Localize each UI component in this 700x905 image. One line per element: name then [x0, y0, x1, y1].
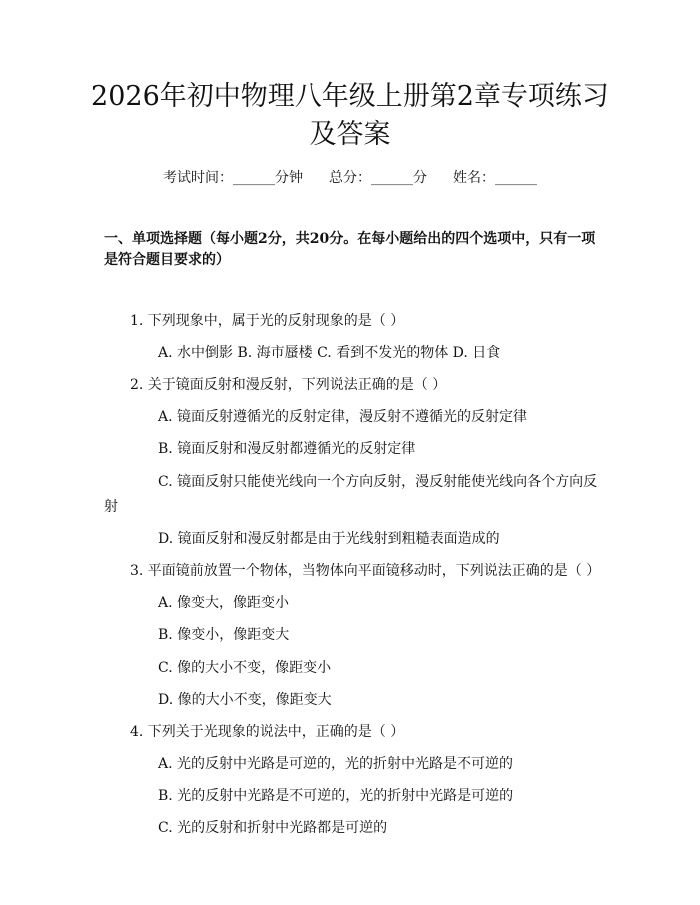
exam-time-field: 考试时间：______分钟	[163, 170, 303, 186]
total-score-field: 总分：______分	[329, 170, 427, 186]
question-option: A. 光的反射中光路是可逆的，光的折射中光路是不可逆的	[158, 756, 514, 772]
question-option: C. 光的反射和折射中光路都是可逆的	[158, 820, 388, 836]
question-option: D. 像的大小不变，像距变大	[158, 692, 332, 708]
question-option: B. 镜面反射和漫反射都遵循光的反射定律	[158, 441, 416, 457]
student-name-field: 姓名：______	[453, 170, 537, 186]
section-heading: 一、单项选择题（每小题2分，共20分。在每小题给出的四个选项中，只有一项是符合题目要求的）	[104, 231, 596, 268]
question-option-continuation: 射	[104, 499, 118, 515]
question-option: C. 镜面反射只能使光线向一个方向反射，漫反射能使光线向各个方向反	[158, 474, 598, 490]
question-stem: 4. 下列关于光现象的说法中，正确的是（ ）	[130, 724, 405, 740]
question-option: D. 镜面反射和漫反射都是由于光线射到粗糙表面造成的	[158, 531, 500, 547]
question-stem: 1. 下列现象中，属于光的反射现象的是（ ）	[130, 313, 405, 329]
question-option: B. 光的反射中光路是不可逆的，光的折射中光路是可逆的	[158, 788, 514, 804]
question-option: A. 镜面反射遵循光的反射定律，漫反射不遵循光的反射定律	[158, 409, 528, 425]
question-stem: 3. 平面镜前放置一个物体，当物体向平面镜移动时，下列说法正确的是（ ）	[130, 563, 601, 579]
question-option: B. 像变小，像距变大	[158, 627, 290, 643]
question-options-inline: A. 水中倒影 B. 海市蜃楼 C. 看到不发光的物体 D. 日食	[158, 345, 501, 361]
question-option: C. 像的大小不变，像距变小	[158, 660, 332, 676]
question-option: A. 像变大，像距变小	[158, 595, 290, 611]
question-stem: 2. 关于镜面反射和漫反射，下列说法正确的是（ ）	[130, 377, 447, 393]
exam-info-row	[0, 168, 700, 188]
page-title: 2026年初中物理八年级上册第2章专项练习及答案	[91, 81, 609, 150]
